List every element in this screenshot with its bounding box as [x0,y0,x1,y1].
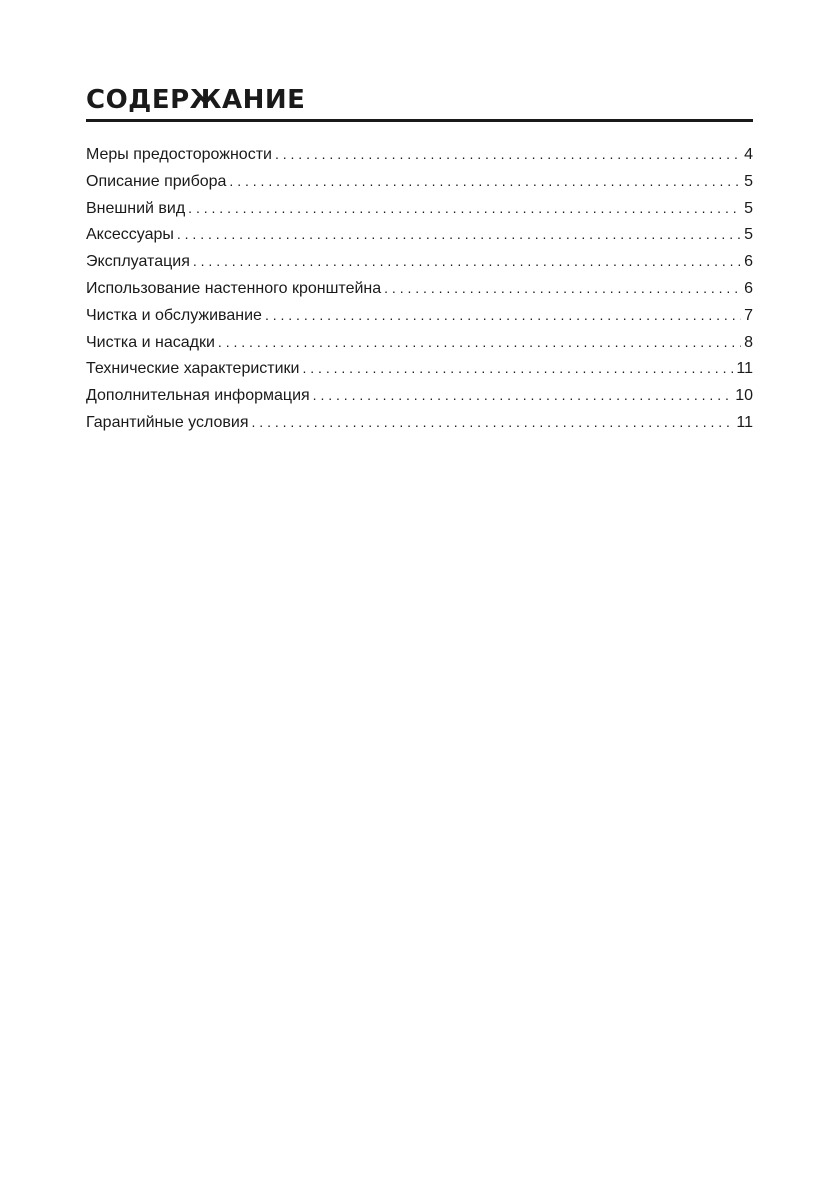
dot-leader [188,198,741,218]
toc-entry-label: Описание прибора [86,172,227,190]
dot-leader [313,385,733,405]
toc-entry[interactable] [86,332,753,359]
dot-leader [275,144,741,164]
toc-entry[interactable] [86,198,753,225]
toc-entry-page: 4 [744,146,753,163]
dot-leader [265,305,741,325]
toc-entry-page: 6 [744,279,753,297]
toc-entry[interactable] [86,251,753,278]
toc-entry-label: Внешний вид [86,199,186,217]
toc-entry-page: 10 [735,387,753,405]
dot-leader [384,278,741,298]
toc-list [86,144,753,439]
toc-entry-label: Технические характеристики [86,360,300,378]
dot-leader [193,251,741,271]
toc-entry-label: Эксплуатация [86,253,190,271]
dot-leader [218,332,741,352]
toc-entry-label: Дополнительная информация [86,387,310,405]
dot-leader [177,224,741,244]
dot-leader [303,358,734,378]
toc-entry-page: 5 [744,199,753,217]
toc-entry-page: 11 [736,413,753,431]
toc-entry[interactable] [86,412,753,439]
toc-entry[interactable] [86,358,753,385]
toc-entry[interactable] [86,385,753,412]
toc-entry-page: 7 [744,306,753,324]
toc-entry-label: Использование настенного кронштейна [86,279,382,297]
toc-entry[interactable] [86,144,753,171]
toc-entry-page: 6 [744,253,753,271]
table-of-contents [86,84,753,439]
toc-entry-label: Чистка и насадки [86,333,215,351]
toc-entry[interactable] [86,171,753,198]
toc-entry-page: 5 [744,226,753,244]
dot-leader [229,171,741,191]
toc-entry-label: Чистка и обслуживание [86,306,262,324]
toc-entry-page: 11 [736,360,753,378]
toc-entry[interactable] [86,305,753,332]
toc-entry[interactable] [86,224,753,251]
toc-entry-label: Гарантийные условия [86,413,249,431]
toc-entry-page: 8 [744,333,753,351]
page-title: СОДЕРЖАНИЕ [86,85,306,115]
dot-leader [252,412,734,432]
title-underline [86,119,753,122]
toc-entry-label: Аксессуары [86,226,174,244]
toc-entry-page: 5 [744,172,753,190]
toc-entry[interactable] [86,278,753,305]
toc-entry-label: Меры предосторожности [86,146,272,163]
